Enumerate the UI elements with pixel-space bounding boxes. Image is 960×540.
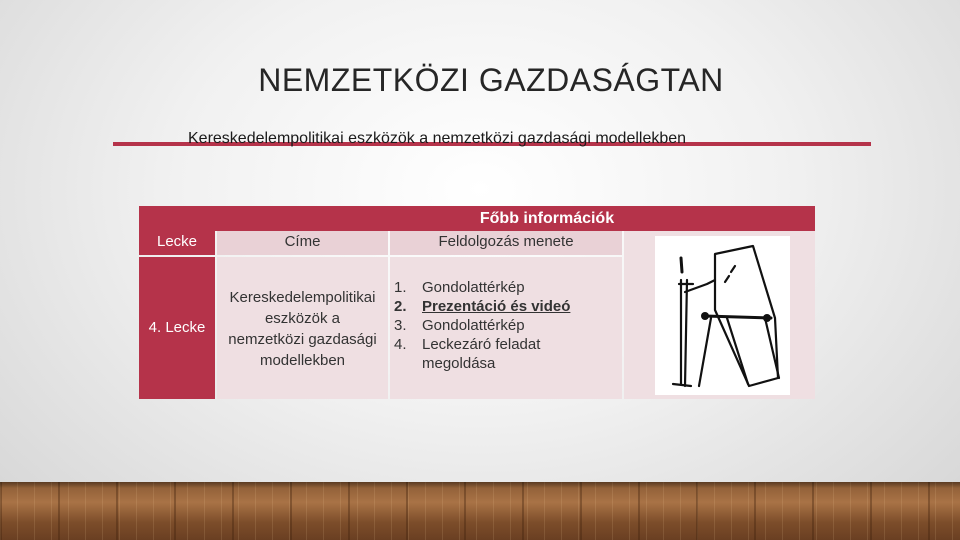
lecke-cell: 4. Lecke	[139, 257, 215, 399]
step-number: 1.	[394, 279, 407, 296]
table-header-main: Főbb információk	[139, 206, 815, 231]
list-item	[394, 354, 622, 373]
step-number	[394, 354, 422, 373]
slide-title: NEMZETKÖZI GAZDASÁGTAN	[258, 62, 724, 98]
column-header-cime: Címe	[217, 231, 388, 255]
cime-line: Kereskedelempolitikai	[229, 289, 376, 306]
list-item	[394, 335, 622, 354]
step-number: 4.	[394, 336, 407, 353]
list-item	[394, 297, 622, 316]
steps-list	[390, 278, 622, 373]
column-header-feldolgozas: Feldolgozás menete	[390, 231, 622, 255]
step-text: Gondolattérkép	[422, 279, 525, 296]
floor-shadow	[0, 482, 960, 488]
list-item	[394, 278, 622, 297]
cime-line: nemzetközi gazdasági	[228, 331, 377, 348]
step-number: 2.	[394, 298, 407, 315]
slide-subtitle: Kereskedelempolitikai eszközök a nemzetközi gazdasági modellekben	[188, 130, 687, 147]
list-item	[394, 316, 622, 335]
step-text: Leckezáró feladat	[422, 336, 541, 353]
cime-line: eszközök a	[264, 310, 341, 327]
cime-line: modellekben	[259, 352, 346, 369]
stick-figure-presenting-board-icon	[655, 236, 790, 395]
step-text: Prezentáció és videó	[422, 298, 571, 315]
step-text: Gondolattérkép	[422, 317, 525, 334]
feldolgozas-cell	[390, 257, 622, 399]
step-number: 3.	[394, 317, 407, 334]
cime-cell	[217, 257, 388, 399]
wooden-floor	[0, 482, 960, 540]
step-text: megoldása	[422, 355, 496, 372]
column-header-lecke: Lecke	[139, 231, 215, 255]
